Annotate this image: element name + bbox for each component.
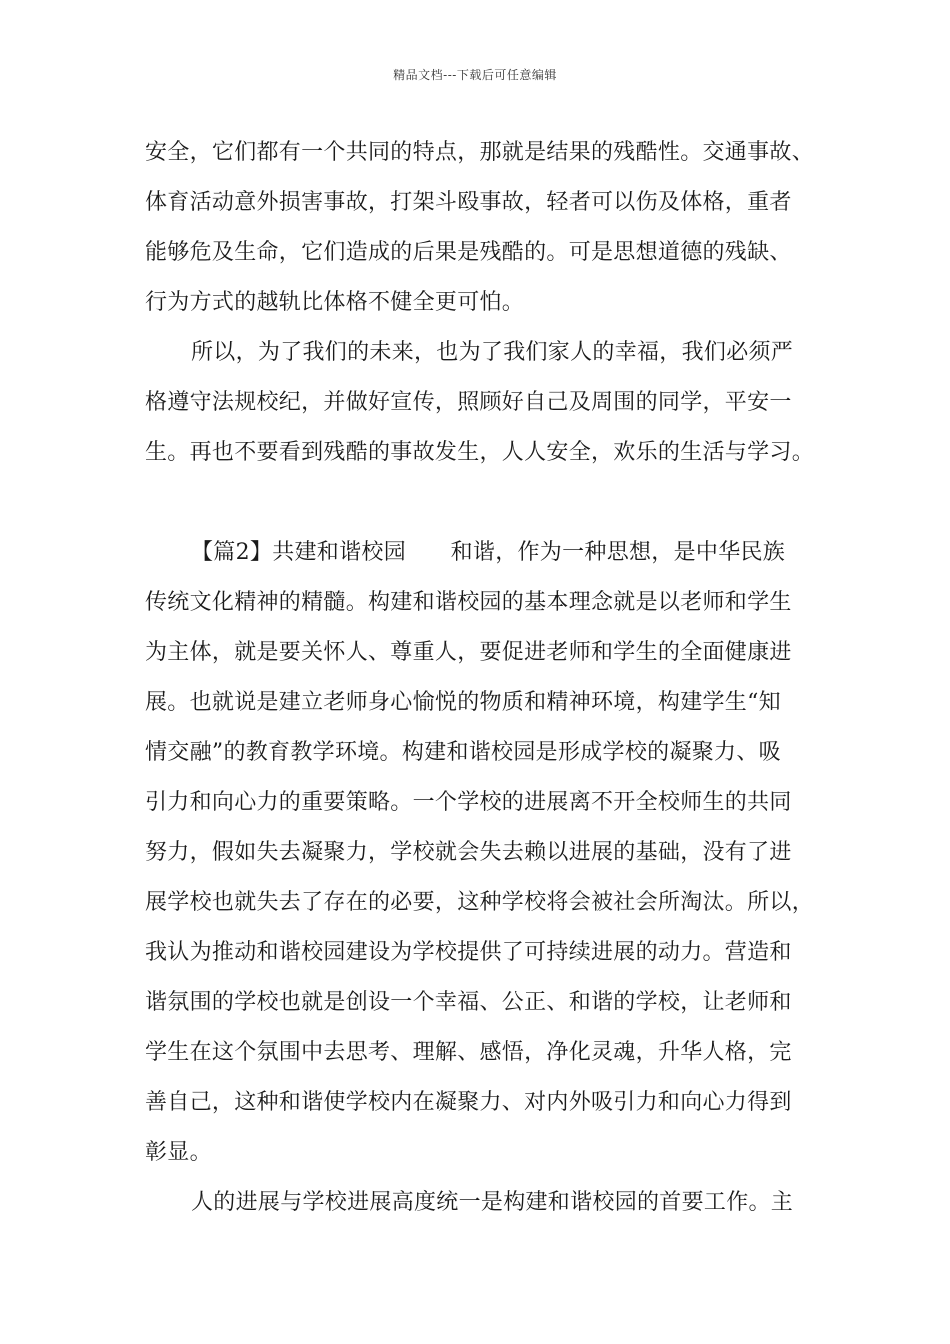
text-line: 能够危及生命，它们造成的后果是残酷的。可是思想道德的残缺、 [145, 240, 792, 265]
text-line: 格遵守法规校纪，并做好宣传，照顾好自己及周围的同学，平安一 [145, 390, 792, 415]
text-line: 我认为推动和谐校园建设为学校提供了可持续进展的动力。营造和 [145, 940, 792, 965]
text-line: 传统文化精神的精髓。构建和谐校园的基本理念就是以老师和学生 [145, 590, 792, 615]
text-line: 所以，为了我们的未来，也为了我们家人的幸福，我们必须严 [191, 340, 794, 365]
text-line: 努力，假如失去凝聚力，学校就会失去赖以进展的基础，没有了进 [145, 840, 792, 865]
document-body [145, 128, 820, 1228]
text-line: 行为方式的越轨比体格不健全更可怕。 [145, 290, 525, 315]
text-line: 展。也就说是建立老师身心愉悦的物质和精神环境，构建学生“知 [145, 690, 781, 715]
text-line: 为主体，就是要关怀人、尊重人，要促进老师和学生的全面健康进 [145, 640, 792, 665]
text-line: 展学校也就失去了存在的必要，这种学校将会被社会所淘汰。所以， [145, 890, 815, 915]
section-gap [145, 478, 820, 528]
text-line: 彰显。 [145, 1140, 212, 1165]
paragraph-4 [145, 1178, 820, 1228]
paragraph-3 [145, 528, 820, 1178]
section-heading-line: 【篇2】共建和谐校园 和谐，作为一种思想，是中华民族 [191, 540, 786, 565]
text-line: 学生在这个氛围中去思考、理解、感悟，净化灵魂，升华人格，完 [145, 1040, 792, 1065]
text-line: 善自己，这种和谐使学校内在凝聚力、对内外吸引力和向心力得到 [145, 1090, 792, 1115]
page-header: 精品文档---下载后可任意编辑 [393, 68, 557, 82]
text-line: 引力和向心力的重要策略。一个学校的进展离不开全校师生的共同 [145, 790, 792, 815]
text-line: 人的进展与学校进展高度统一是构建和谐校园的首要工作。主 [191, 1190, 794, 1215]
text-line: 体育活动意外损害事故，打架斗殴事故，轻者可以伤及体格，重者 [145, 190, 792, 215]
paragraph-1 [145, 128, 820, 328]
text-line: 谐氛围的学校也就是创设一个幸福、公正、和谐的学校，让老师和 [145, 990, 792, 1015]
text-line: 生。再也不要看到残酷的事故发生，人人安全，欢乐的生活与学习。 [145, 440, 815, 465]
text-line: 安全，它们都有一个共同的特点，那就是结果的残酷性。交通事故、 [145, 140, 815, 165]
paragraph-2 [145, 328, 820, 478]
text-line: 情交融”的教育教学环境。构建和谐校园是形成学校的凝聚力、吸 [145, 740, 781, 765]
